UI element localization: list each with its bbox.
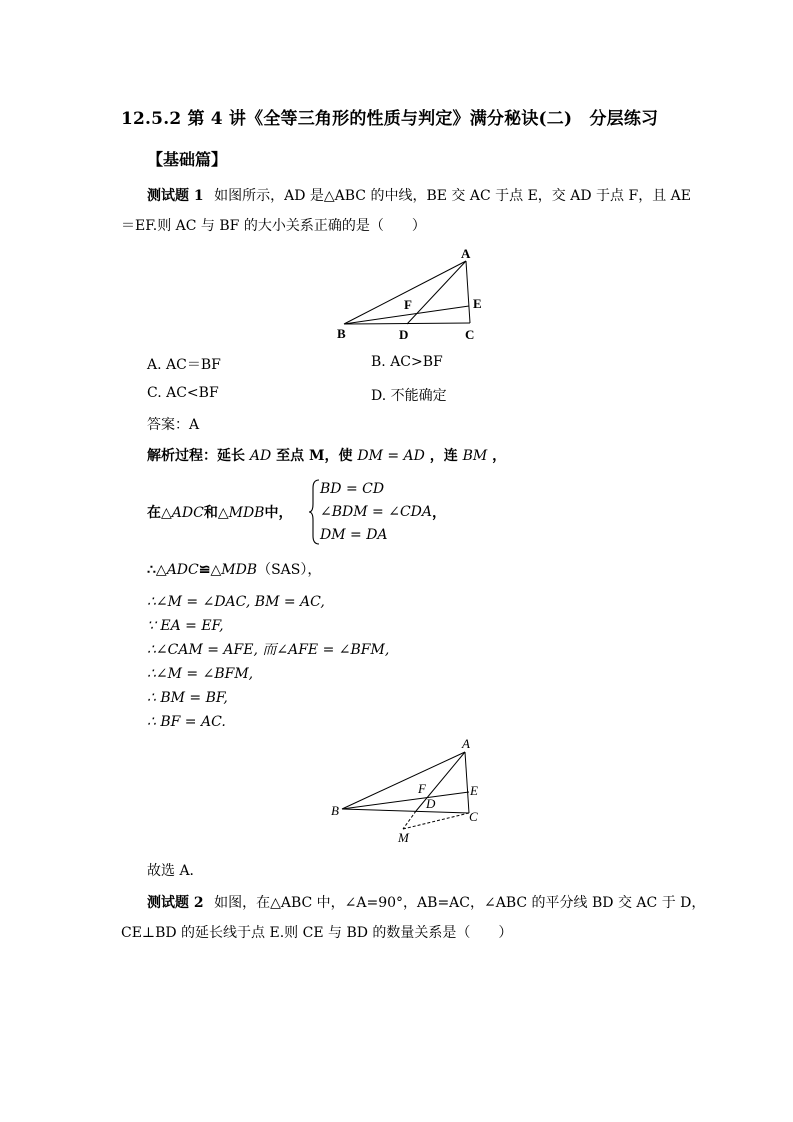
fig2-label-m: M — [398, 830, 409, 845]
congruence-line — [147, 560, 321, 580]
cong-symbol: ≌△ — [198, 562, 222, 578]
therefore-tri: ∴△ — [147, 562, 167, 578]
q2-text-line1: 如图，在△ABC 中，∠A=90°，AB=AC，∠ABC 的平分线 BD 交 AC 于 D， — [214, 895, 706, 911]
fig2-label-a: A — [462, 736, 470, 751]
analysis-end: ， — [492, 448, 507, 464]
fig2-label-d: D — [426, 796, 436, 811]
answer: 答案：A — [147, 417, 200, 433]
triangle-figure-1 — [330, 245, 490, 345]
fig2-label-b: B — [331, 803, 339, 818]
fig1-label-a: A — [461, 246, 471, 261]
proof-step-1: ∴∠M = ∠DAC, BM = AC, — [147, 594, 325, 610]
zhong: 中， — [264, 505, 293, 521]
analysis-eq: DM = AD — [357, 448, 425, 464]
fig1-segment-ad — [407, 261, 466, 324]
proof-step-2: ∵ EA = EF, — [147, 618, 224, 634]
cong-adc: ADC — [166, 562, 199, 578]
analysis-line — [147, 446, 506, 466]
fig2-label-f: F — [418, 781, 426, 796]
brace-comma: ， — [432, 505, 446, 521]
option-d: D. 不能确定 — [371, 388, 447, 404]
in-triangles-line — [147, 503, 292, 523]
triangle-figure-2 — [325, 735, 495, 850]
cong-mdb: MDB — [221, 562, 258, 578]
tri-adc: ADC — [171, 505, 204, 521]
analysis-bm: BM — [462, 448, 488, 464]
proof-step-3: ∴∠CAM = AFE, 而∠AFE = ∠BFM, — [147, 642, 390, 658]
fig2-side-ac — [465, 752, 469, 813]
option-b: B. AC>BF — [371, 354, 443, 370]
fig1-label-d: D — [399, 327, 409, 342]
q2-line1 — [147, 893, 705, 913]
q1-text-line2: ＝EF.则 AC 与 BF 的大小关系正确的是（ ） — [121, 218, 426, 234]
analysis-mid: 至点 M，使 — [276, 448, 353, 464]
fig1-label-e: E — [473, 296, 482, 311]
fig1-label-b: B — [337, 326, 346, 341]
sas: （SAS）， — [257, 562, 322, 578]
q1-line1 — [147, 186, 691, 206]
section-heading: 【基础篇】 — [147, 150, 228, 169]
fig1-side-ba — [344, 261, 466, 324]
proof-steps — [147, 590, 389, 734]
option-a: A. AC＝BF — [147, 357, 221, 373]
option-c: C. AC<BF — [147, 385, 219, 401]
q1-text-line1: 如图所示，AD 是△ABC 的中线，BE 交 AC 于点 E，交 AD 于点 F，且 AE — [214, 188, 691, 204]
fig2-label-e: E — [470, 783, 478, 798]
brace-line-3: DM = DA — [320, 527, 388, 543]
in-tri: 在△ — [147, 505, 172, 521]
q2-label: 测试题 2 — [147, 895, 204, 911]
q1-label: 测试题 1 — [147, 188, 204, 204]
proof-step-6: ∴ BF = AC. — [147, 714, 226, 730]
choose-answer: 故选 A． — [147, 863, 204, 879]
fig2-side-bc — [342, 809, 469, 813]
analysis-prefix: 解析过程：延长 — [147, 448, 245, 464]
brace-line-1: BD = CD — [320, 481, 385, 497]
brace-conditions — [320, 478, 432, 547]
analysis-lian: ，连 — [429, 448, 458, 464]
and-tri: 和△ — [203, 505, 229, 521]
page-title: 12.5.2 第 4 讲《全等三角形的性质与判定》满分秘诀(二) 分层练习 — [121, 109, 659, 129]
q2-text-line2: CE⊥BD 的延长线于点 E.则 CE 与 BD 的数量关系是（ ） — [121, 925, 513, 941]
fig1-side-ac — [466, 261, 470, 323]
analysis-ad: AD — [249, 448, 272, 464]
proof-step-5: ∴ BM = BF, — [147, 690, 228, 706]
tri-mdb: MDB — [228, 505, 265, 521]
brace-line-2: ∠BDM = ∠CDA — [320, 504, 432, 520]
fig1-label-c: C — [465, 327, 475, 342]
proof-step-4: ∴∠M = ∠BFM, — [147, 666, 254, 682]
fig1-label-f: F — [404, 297, 412, 312]
fig2-label-c: C — [469, 809, 478, 824]
